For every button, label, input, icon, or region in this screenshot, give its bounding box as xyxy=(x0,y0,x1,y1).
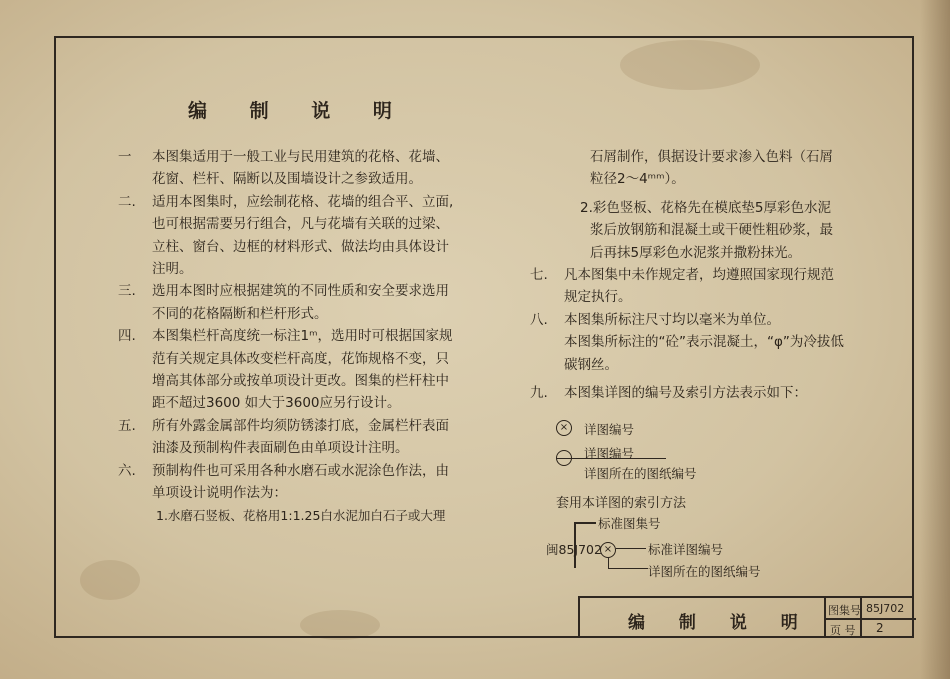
legend-ref-code: 闽85J702 xyxy=(546,542,602,557)
note-6-sub-2-cont: 浆后放钢筋和混凝土或干硬性粗砂浆，最 xyxy=(590,222,833,239)
detail-symbol-icon: × xyxy=(556,420,572,436)
legend-detail-number-2: 详图编号 xyxy=(584,446,635,461)
note-item-3: 三. 选用本图时应根据建筑的不同性质和安全要求选用 不同的花格隔断和栏杆形式。 xyxy=(118,283,449,322)
note-item-6: 六. 预制构件也可采用各种水磨石或水泥涂色作法，由 单项设计说明作法为： xyxy=(118,462,449,502)
legend-std-atlas: 标准图集号 xyxy=(598,516,661,531)
page-title: 编 制 说 明 xyxy=(188,100,410,122)
note-item-8: 八. 本图集所标注尺寸均以毫米为单位。 本图集所标注的“砼”表示混凝土，“φ”为冷拔低 碳钢丝。 xyxy=(530,311,844,373)
legend-std-detail: 标准详图编号 xyxy=(648,542,724,557)
note-item-5: 五. 所有外露金属部件均须防锈漆打底，金属栏杆表面 油漆及预制构件表面刷色由单项设计注明。 xyxy=(118,417,449,457)
note-item-9: 九. 本图集详图的编号及索引方法表示如下： xyxy=(530,385,807,402)
leader-line xyxy=(608,568,648,569)
leader-line xyxy=(608,558,609,568)
atlas-value: 85J702 xyxy=(866,602,905,615)
right-column xyxy=(530,146,860,404)
title-block xyxy=(578,596,914,638)
title-block-grid xyxy=(824,598,916,638)
leader-line xyxy=(574,522,596,524)
note-6-sub-2: 2.彩色竖板、花格先在模底垫5厚彩色水泥 xyxy=(580,199,831,216)
detail-ref-symbol-icon: × xyxy=(600,542,616,558)
note-item-4: 四. 本图集栏杆高度统一标注1ᵐ，选用时可根据国家规 范有关规定具体改变栏杆高度，花饰规格不变，只 增高其体部分或按单项设计更改。图集的栏杆柱中 距不超过3600 如大于3600应另行设计。 xyxy=(118,328,453,412)
leader-line xyxy=(616,548,646,549)
legend-std-sheet: 详图所在的图纸编号 xyxy=(648,564,761,579)
page-value: 2 xyxy=(876,621,884,635)
grid-line xyxy=(826,618,916,620)
left-column xyxy=(118,146,518,527)
page-label: 页 号 xyxy=(830,624,856,637)
note-item-2: 二. 适用本图集时，应绘制花格、花墙的组合平、立面, 也可根据需要另行组合，凡与花墙有关联的过梁、 立柱、窗台、边框的材料形式、做法均由具体设计 注明。 xyxy=(118,193,454,278)
note-6-sub-2-cont: 后再抹5厚彩色水泥浆并撒粉抹光。 xyxy=(590,244,802,261)
legend-sheet-number: 详图所在的图纸编号 xyxy=(584,466,697,481)
note-6-sub-1-cont: 粒径2～4ᵐᵐ）。 xyxy=(590,171,685,188)
legend-detail-number: 详图编号 xyxy=(584,422,635,437)
page-edge-shadow xyxy=(920,0,950,679)
note-6-sub-1: 1.水磨石竖板、花格用1:1.25白水泥加白石子或大理 xyxy=(156,507,446,523)
note-6-sub-1-cont: 石屑制作，俱据设计要求渗入色料（石屑 xyxy=(590,149,833,165)
title-block-title: 编 制 说 明 xyxy=(628,613,812,633)
legend-cite-method: 套用本详图的索引方法 xyxy=(556,496,687,511)
note-item-1: 一 本图集适用于一般工业与民用建筑的花格、花墙、 花窗、栏杆、隔断以及围墙设计之参致适用。 xyxy=(118,149,449,188)
note-item-7: 七. 凡本图集中未作规定者，均遵照国家现行规范 规定执行。 xyxy=(530,267,834,306)
atlas-label: 图集号 xyxy=(828,604,861,617)
